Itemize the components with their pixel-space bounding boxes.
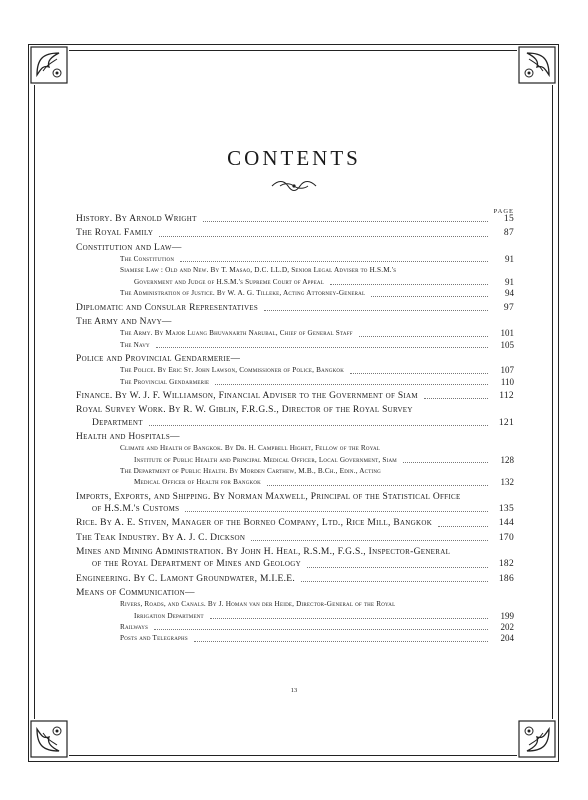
toc-entry-title: The Army. By Major Luang Bhuvanarth Narubal, Chief of General Staff	[120, 329, 353, 338]
toc-entry[interactable]	[76, 455, 514, 466]
toc-entry-title: Institute of Public Health and Principal Medical Officer, Local Government, Siam	[134, 455, 397, 464]
toc-entry[interactable]	[76, 277, 514, 288]
dot-leader	[194, 641, 488, 642]
toc-entry-title: Imports, Exports, and Shipping. By Norman Maxwell, Principal of the Statistical Office	[76, 491, 461, 502]
toc-entry-title: Royal Survey Work. By R. W. Giblin, F.R.G.S., Director of the Royal Survey	[76, 405, 413, 416]
toc-entry-page: 135	[498, 504, 514, 515]
toc-entry[interactable]	[76, 328, 514, 339]
toc-entry-title: The Provincial Gendarmerie	[120, 377, 210, 386]
toc-entry[interactable]	[76, 587, 514, 599]
dot-leader	[307, 567, 488, 568]
toc-entry[interactable]	[76, 503, 514, 515]
dot-leader	[203, 221, 488, 222]
toc-entry-page: 97	[503, 302, 514, 313]
toc-entry[interactable]	[76, 599, 514, 610]
toc-entry-page: 132	[500, 477, 514, 488]
toc-entry[interactable]	[76, 417, 514, 429]
toc-entry-title: Climate and Health of Bangkok. By Dr. H. Campbell Highet, Fellow of the Royal	[120, 444, 381, 453]
toc-entry-title: Posts and Telegraphs	[120, 634, 188, 643]
toc-entry-page: 182	[498, 559, 514, 570]
toc-entry-title: Means of Communication—	[76, 587, 195, 598]
toc-entry-title: The Teak Industry. By A. J. C. Dickson	[76, 532, 246, 543]
toc-entry[interactable]	[76, 633, 514, 644]
toc-entry-page: 107	[500, 365, 514, 376]
toc-entry-page: 202	[500, 622, 514, 633]
toc-entry-title: The Constitution	[120, 254, 175, 263]
toc-entry-page: 199	[500, 610, 514, 621]
toc-entry-page: 105	[500, 339, 514, 350]
dot-leader	[149, 425, 488, 426]
toc-entry[interactable]	[76, 316, 514, 328]
toc-entry[interactable]	[76, 213, 514, 225]
toc-entry-title: Finance. By W. J. F. Williamson, Financial Adviser to the Government of Siam	[76, 391, 418, 402]
toc-entry[interactable]	[76, 546, 514, 558]
toc-entry-title: of the Royal Department of Mines and Geology	[92, 559, 301, 570]
toc-entry[interactable]	[76, 517, 514, 529]
corner-ornament-icon	[517, 45, 557, 85]
toc-entry[interactable]	[76, 443, 514, 454]
toc-entry-title: The Administration of Justice. By W. A. G. Tilleke, Acting Attorney-General	[120, 289, 366, 298]
toc-entry-page: 94	[505, 288, 514, 299]
dot-leader	[301, 581, 488, 582]
toc-entry-page: 204	[500, 633, 514, 644]
toc-entry[interactable]	[76, 265, 514, 276]
corner-ornament-icon	[29, 45, 69, 85]
dot-leader	[267, 485, 488, 486]
table-of-contents	[76, 213, 514, 645]
toc-entry-title: Government and Judge of H.S.M.'s Supreme Court of Appeal	[134, 277, 324, 286]
toc-entry-page: 101	[500, 328, 514, 339]
toc-entry-title: History. By Arnold Wright	[76, 214, 197, 224]
dot-leader	[185, 511, 488, 512]
toc-entry-title: Rice. By A. E. Stiven, Manager of the Borneo Company, Ltd., Rice Mill, Bangkok	[76, 518, 433, 529]
toc-entry-page: 112	[499, 391, 514, 402]
toc-entry-page: 186	[498, 573, 514, 584]
page-column-label: PAGE	[493, 208, 514, 215]
toc-entry[interactable]	[76, 365, 514, 376]
toc-entry-title: Police and Provincial Gendarmerie—	[76, 353, 241, 364]
dot-leader	[215, 384, 488, 385]
dot-leader	[210, 618, 488, 619]
toc-entry-title: The Army and Navy—	[76, 316, 172, 327]
toc-entry-title: Engineering. By C. Lamont Groundwater, M.I.E.E.	[76, 573, 296, 584]
toc-entry[interactable]	[76, 573, 514, 585]
toc-entry-page: 110	[500, 376, 514, 387]
toc-entry-title: The Navy	[120, 340, 150, 349]
toc-entry-title: Health and Hospitals—	[76, 431, 180, 442]
toc-entry-title: Siamese Law : Old and New. By T. Masao, D.C. LL.D, Senior Legal Adviser to H.S.M.'s	[120, 266, 397, 275]
toc-entry-page: 91	[505, 276, 514, 287]
toc-entry-title: The Royal Family	[76, 228, 154, 239]
toc-entry-page: 15	[503, 214, 514, 224]
dot-leader	[180, 261, 488, 262]
toc-entry-title: Rivers, Roads, and Canals. By J. Homan van der Heide, Director-General of the Royal	[120, 600, 396, 609]
toc-entry[interactable]	[76, 611, 514, 622]
toc-entry[interactable]	[76, 404, 514, 416]
toc-entry-title: Constitution and Law—	[76, 242, 182, 253]
toc-entry-page: 121	[498, 417, 514, 428]
dot-leader	[424, 398, 488, 399]
toc-entry-page: 144	[498, 518, 514, 529]
toc-entry-page: 91	[505, 253, 514, 264]
toc-entry-title: Medical Officer of Health for Bangkok	[134, 478, 261, 487]
toc-entry-title: The Police. By Eric St. John Lawson, Commissioner of Police, Bangkok	[120, 366, 345, 375]
toc-entry[interactable]	[76, 377, 514, 388]
toc-entry-title: Department	[92, 417, 143, 428]
corner-ornament-icon	[517, 719, 557, 759]
toc-entry[interactable]	[76, 390, 514, 402]
toc-entry[interactable]	[76, 340, 514, 351]
dot-leader	[350, 373, 488, 374]
toc-entry[interactable]	[76, 288, 514, 299]
toc-entry-title: The Department of Public Health. By Morden Carthew, M.B., B.Ch., Edin., Acting	[120, 467, 381, 476]
toc-entry[interactable]	[76, 302, 514, 314]
toc-entry-title: Diplomatic and Consular Representatives	[76, 302, 259, 313]
toc-entry-title: of H.S.M.'s Customs	[92, 504, 180, 515]
page-title: CONTENTS	[227, 146, 361, 170]
dot-leader	[154, 629, 488, 630]
toc-entry[interactable]	[76, 477, 514, 488]
dot-leader	[264, 310, 488, 311]
dot-leader	[251, 540, 488, 541]
toc-entry-page: 128	[500, 454, 514, 465]
toc-entry-title: Mines and Mining Administration. By John H. Heal, R.S.M., F.G.S., Inspector-General	[76, 547, 451, 558]
toc-entry-title: Railways	[120, 623, 149, 632]
dot-leader	[156, 347, 488, 348]
dot-leader	[403, 462, 488, 463]
toc-entry[interactable]	[76, 227, 514, 239]
dot-leader	[330, 284, 488, 285]
toc-entry[interactable]	[76, 254, 514, 265]
toc-entry[interactable]	[76, 622, 514, 633]
page-number: 13	[290, 687, 298, 694]
dot-leader	[371, 296, 488, 297]
toc-entry[interactable]	[76, 242, 514, 254]
toc-entry[interactable]	[76, 466, 514, 477]
toc-entry-page: 87	[503, 228, 514, 239]
toc-entry[interactable]	[76, 353, 514, 365]
title-flourish-icon	[270, 179, 318, 193]
toc-entry-title: Irrigation Department	[134, 611, 204, 620]
toc-entry[interactable]	[76, 532, 514, 544]
dot-leader	[159, 236, 488, 237]
toc-entry-page: 170	[498, 532, 514, 543]
dot-leader	[359, 336, 488, 337]
corner-ornament-icon	[29, 719, 69, 759]
dot-leader	[438, 526, 488, 527]
toc-entry[interactable]	[76, 558, 514, 570]
toc-entry[interactable]	[76, 491, 514, 503]
toc-entry[interactable]	[76, 431, 514, 443]
